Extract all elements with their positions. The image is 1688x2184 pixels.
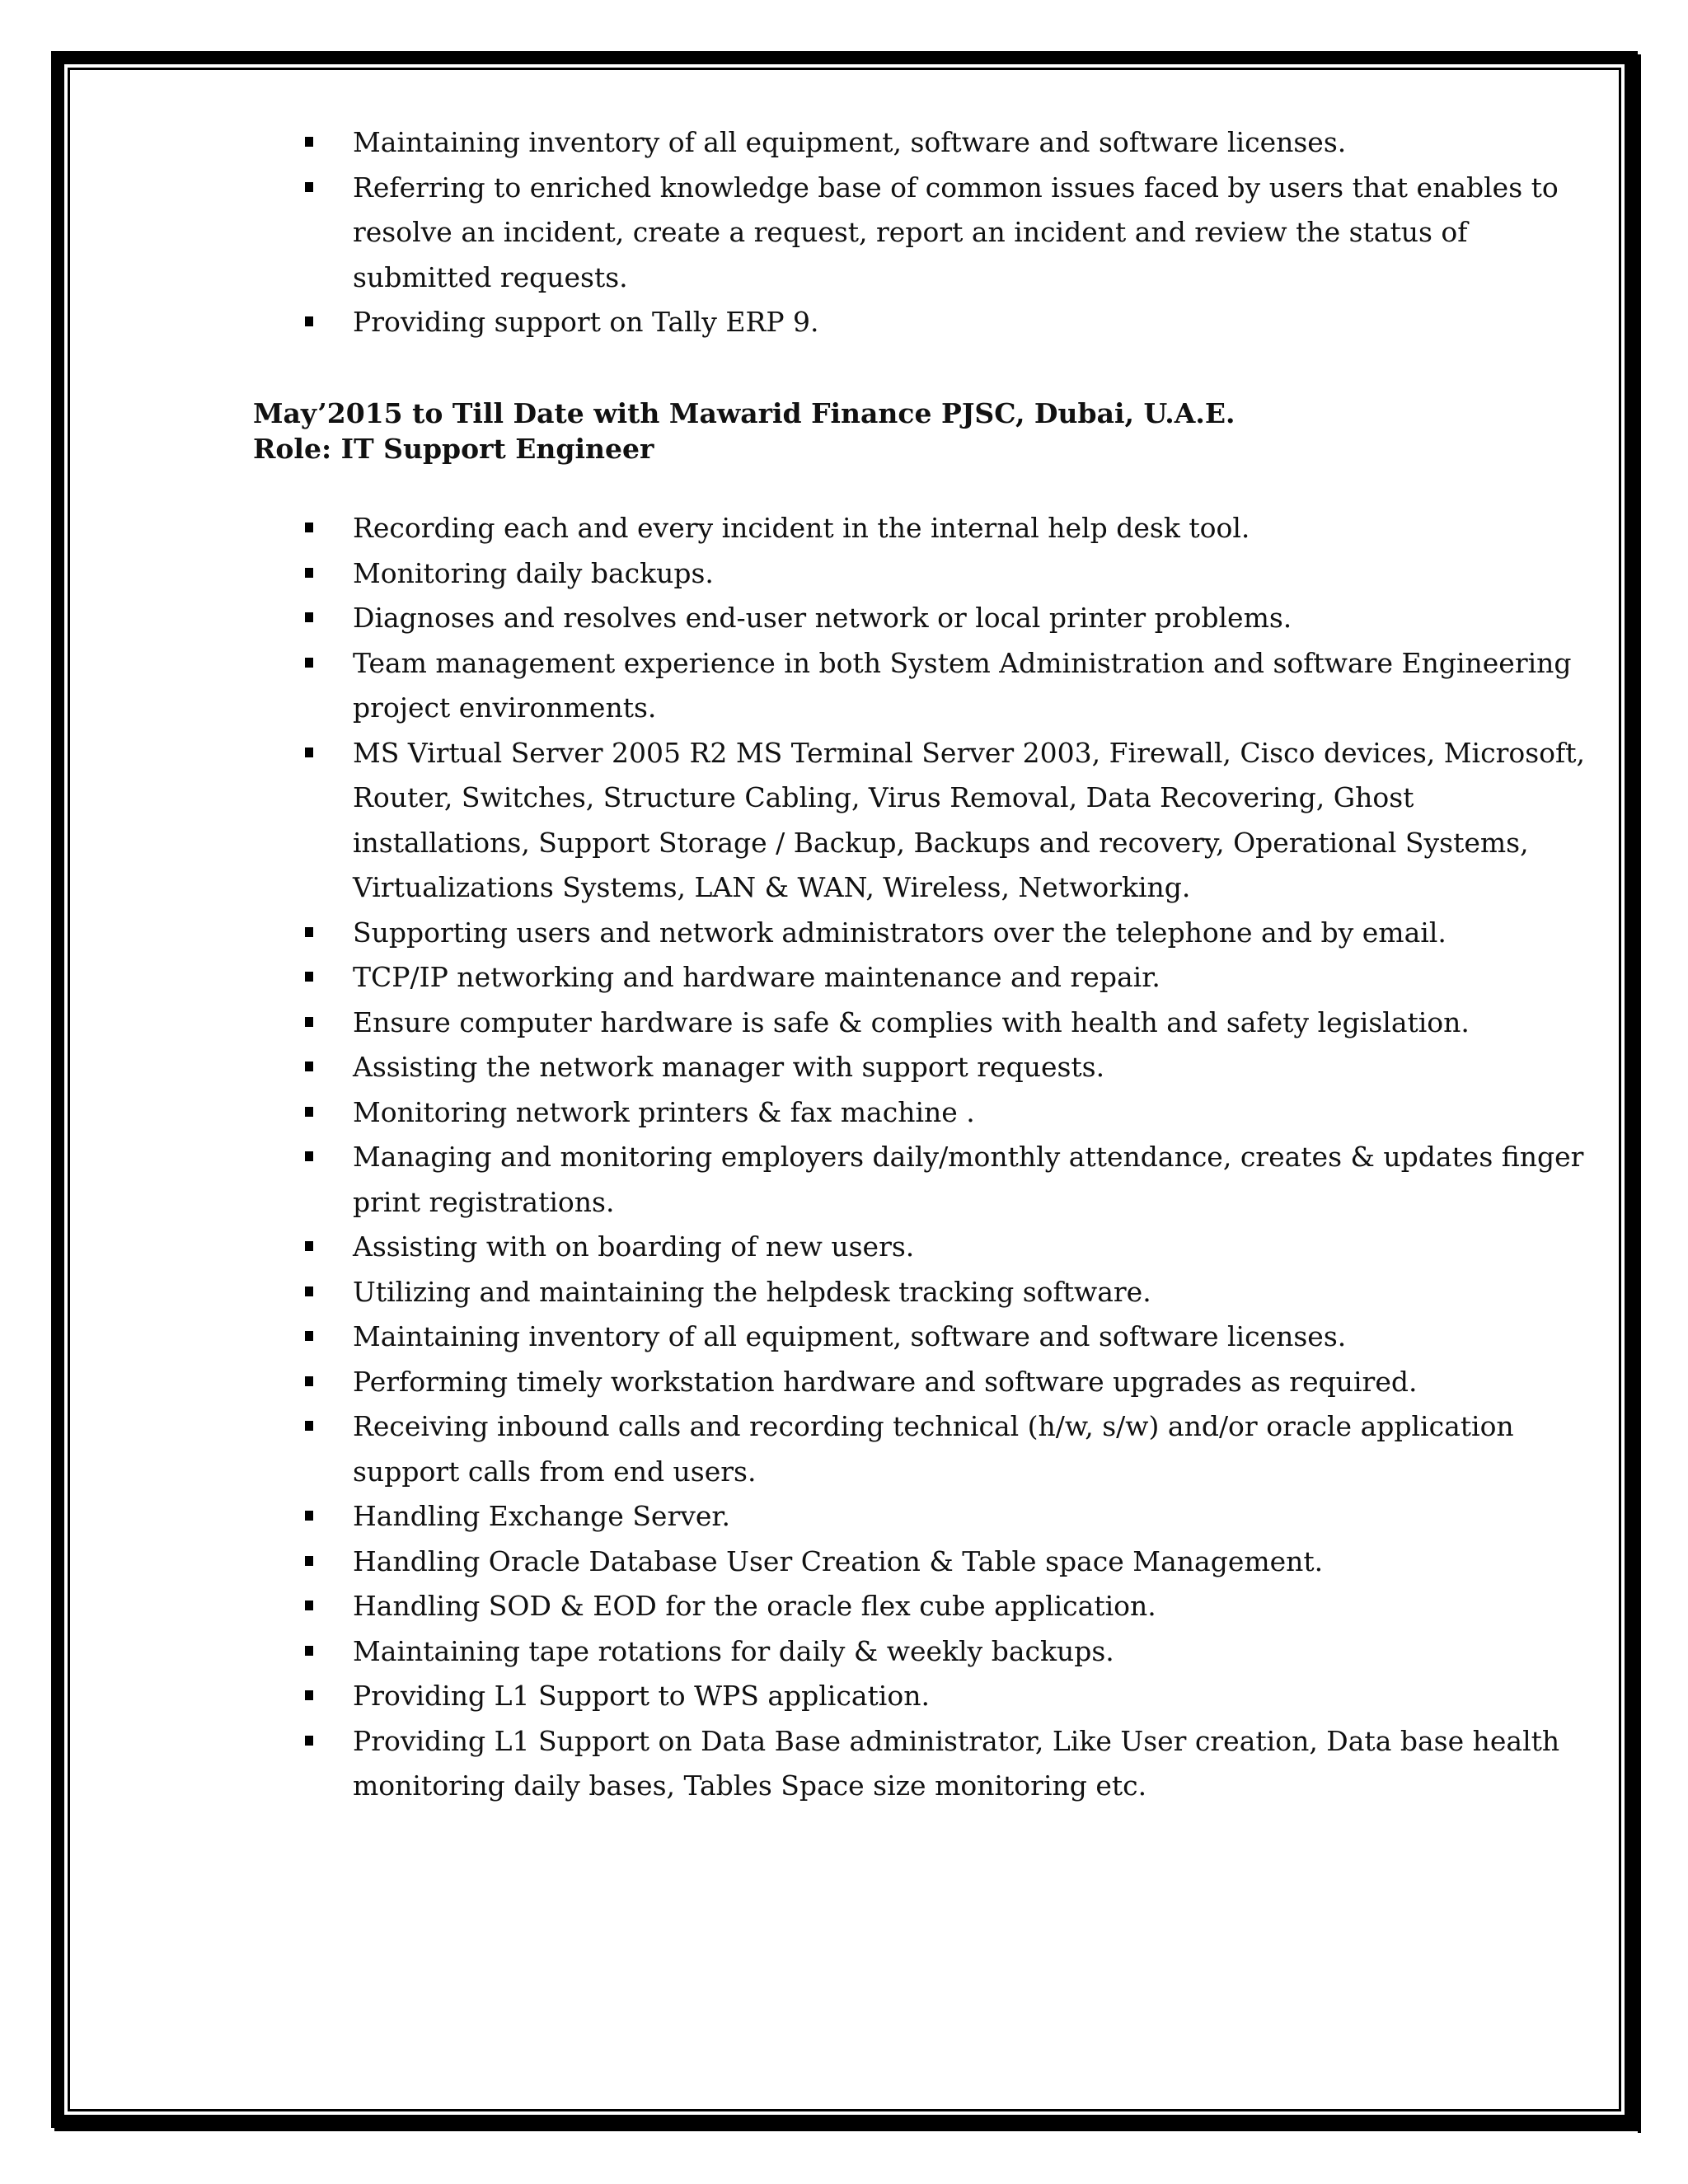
list-item — [305, 1360, 1591, 1405]
square-bullet-icon — [305, 748, 313, 757]
list-item — [305, 166, 1591, 301]
list-item — [305, 1540, 1591, 1585]
list-item — [305, 911, 1591, 956]
list-item — [305, 731, 1591, 911]
list-item-text: Maintaining tape rotations for daily & weekly backups. — [353, 1634, 1114, 1667]
list-item-text: Maintaining inventory of all equipment, software and software licenses. — [353, 126, 1347, 158]
responsibilities-list-current — [305, 506, 1591, 1809]
list-item-text: Team management experience in both System Administration and software Engineering project environments. — [353, 646, 1572, 724]
list-item-text: Maintaining inventory of all equipment, software and software licenses. — [353, 1320, 1347, 1352]
list-item-text: Handling Oracle Database User Creation & Table space Management. — [353, 1544, 1324, 1577]
page-border-shadow-bottom — [54, 2128, 1641, 2131]
square-bullet-icon — [305, 1736, 313, 1746]
list-item — [305, 1045, 1591, 1090]
square-bullet-icon — [305, 612, 313, 622]
list-item — [305, 120, 1591, 166]
list-item-text: Providing L1 Support on Data Base administrator, Like User creation, Data base health monitoring daily bases, Tables Space size monitoring etc. — [353, 1724, 1560, 1802]
list-item-text: Assisting with on boarding of new users. — [353, 1230, 915, 1263]
square-bullet-icon — [305, 1241, 313, 1251]
list-item — [305, 1629, 1591, 1675]
list-item — [305, 1404, 1591, 1494]
square-bullet-icon — [305, 1107, 313, 1117]
list-item-text: Receiving inbound calls and recording technical (h/w, s/w) and/or oracle application support calls from end users. — [353, 1410, 1514, 1488]
list-item-text: Utilizing and maintaining the helpdesk tracking software. — [353, 1275, 1151, 1308]
list-item-text: Referring to enriched knowledge base of common issues faced by users that enables to resolve an incident, create a request, report an incident and review the status of submitted requests. — [353, 171, 1559, 293]
list-item-text: Handling SOD & EOD for the oracle flex cube application. — [353, 1590, 1156, 1622]
square-bullet-icon — [305, 1286, 313, 1296]
list-item — [305, 641, 1591, 731]
square-bullet-icon — [305, 568, 313, 578]
list-item-text: Performing timely workstation hardware and software upgrades as required. — [353, 1365, 1418, 1398]
list-item-text: Monitoring daily backups. — [353, 556, 714, 589]
square-bullet-icon — [305, 1421, 313, 1431]
list-item — [305, 1315, 1591, 1360]
list-item — [305, 596, 1591, 641]
square-bullet-icon — [305, 182, 313, 192]
page-border-shadow-right — [1638, 54, 1641, 2133]
square-bullet-icon — [305, 523, 313, 532]
square-bullet-icon — [305, 1331, 313, 1341]
list-item-text: Providing support on Tally ERP 9. — [353, 306, 819, 338]
square-bullet-icon — [305, 1376, 313, 1386]
job-heading: May’2015 to Till Date with Mawarid Finance PJSC, Dubai, U.A.E. — [253, 397, 1236, 429]
list-item-text: MS Virtual Server 2005 R2 MS Terminal Server 2003, Firewall, Cisco devices, Microsoft, Router, Switches, Structure Cabling, Virus Removal, Data Recovering, Ghost installations, Support Storage / Backup, Backups and recovery, Operational Systems, Virtualizations Systems, LAN & WAN, Wireless, Networking. — [353, 736, 1585, 903]
list-item-text: Monitoring network printers & fax machine . — [353, 1095, 975, 1128]
list-item — [305, 1719, 1591, 1809]
list-item — [305, 1001, 1591, 1046]
square-bullet-icon — [305, 1646, 313, 1656]
list-item-text: Supporting users and network administrators over the telephone and by email. — [353, 916, 1447, 949]
square-bullet-icon — [305, 658, 313, 668]
square-bullet-icon — [305, 1062, 313, 1071]
list-item — [305, 955, 1591, 1001]
list-item — [305, 1270, 1591, 1315]
square-bullet-icon — [305, 1151, 313, 1161]
list-item-text: Diagnoses and resolves end-user network or local printer problems. — [353, 602, 1292, 634]
list-item — [305, 1090, 1591, 1136]
list-item — [305, 1135, 1591, 1225]
list-item — [305, 1584, 1591, 1629]
square-bullet-icon — [305, 972, 313, 982]
responsibilities-list-previous — [305, 120, 1591, 345]
list-item — [305, 300, 1591, 345]
list-item — [305, 1494, 1591, 1540]
list-item-text: Handling Exchange Server. — [353, 1500, 731, 1532]
list-item — [305, 551, 1591, 597]
square-bullet-icon — [305, 927, 313, 937]
role-heading: Role: IT Support Engineer — [253, 433, 654, 465]
square-bullet-icon — [305, 316, 313, 326]
list-item-text: Providing L1 Support to WPS application. — [353, 1680, 930, 1712]
list-item-text: Managing and monitoring employers daily/monthly attendance, creates & updates finger print registrations. — [353, 1141, 1584, 1218]
square-bullet-icon — [305, 137, 313, 147]
square-bullet-icon — [305, 1017, 313, 1027]
list-item — [305, 1225, 1591, 1270]
square-bullet-icon — [305, 1601, 313, 1610]
square-bullet-icon — [305, 1511, 313, 1521]
list-item-text: Recording each and every incident in the internal help desk tool. — [353, 512, 1250, 544]
list-item-text: Ensure computer hardware is safe & complies with health and safety legislation. — [353, 1005, 1470, 1038]
square-bullet-icon — [305, 1690, 313, 1700]
square-bullet-icon — [305, 1556, 313, 1566]
list-item — [305, 1674, 1591, 1719]
list-item-text: Assisting the network manager with support requests. — [353, 1051, 1105, 1083]
list-item — [305, 506, 1591, 551]
list-item-text: TCP/IP networking and hardware maintenance and repair. — [353, 961, 1160, 993]
